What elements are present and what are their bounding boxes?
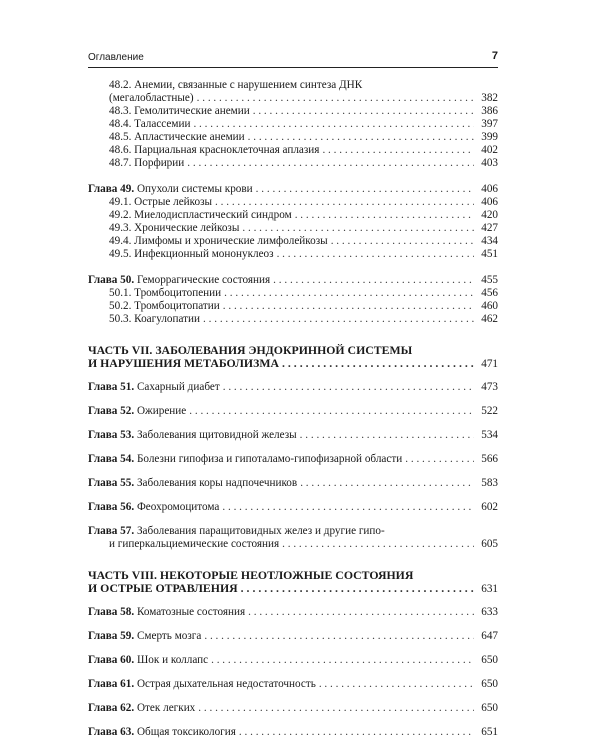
toc-subentry	[88, 92, 498, 105]
chapter-label: Глава 62.	[88, 702, 135, 714]
entry-title: (мегалобластные)	[109, 92, 194, 104]
running-header	[88, 50, 498, 68]
entry-title: Болезни гипофиза и гипоталамо-гипофизарной области	[136, 453, 403, 465]
entry-page-number: 434	[481, 235, 498, 247]
entry-page-number: 397	[481, 118, 498, 130]
toc-chapter	[88, 274, 498, 287]
dot-leader	[282, 357, 474, 370]
dot-leader	[223, 300, 474, 313]
entry-page-number: 406	[481, 196, 498, 208]
toc-subentry	[88, 131, 498, 144]
dot-leader	[211, 654, 474, 667]
entry-title: ЧАСТЬ VIII. НЕКОТОРЫЕ НЕОТЛОЖНЫЕ СОСТОЯНИЯ	[88, 568, 414, 582]
toc-entry-text	[88, 405, 186, 418]
toc-chapter	[88, 606, 498, 619]
toc-chapter	[88, 630, 498, 643]
dot-leader	[203, 313, 474, 326]
toc-entry-text	[88, 630, 201, 643]
toc-chapter-line	[88, 525, 498, 538]
toc-chapter	[88, 429, 498, 442]
toc-entry-text	[109, 105, 250, 118]
entry-title: Заболевания паращитовидных желез и другие гипо-	[136, 525, 385, 537]
running-header-title: Оглавление	[88, 52, 144, 63]
toc-subentry	[88, 118, 498, 131]
chapter-label: Глава 52.	[88, 405, 135, 417]
dot-leader	[322, 144, 474, 157]
entry-page-number: 602	[481, 501, 498, 513]
entry-title: 48.7. Порфирии	[109, 157, 185, 169]
toc-entry-text	[88, 702, 195, 715]
dot-leader	[300, 477, 474, 490]
chapter-label: Глава 55.	[88, 477, 135, 489]
entry-title: 49.4. Лимфомы и хронические лимфолейкозы	[109, 235, 328, 247]
part-heading-line	[88, 357, 498, 370]
toc-subentry	[88, 144, 498, 157]
toc-entry-text	[88, 678, 316, 691]
entry-title: 48.4. Талассемии	[109, 118, 191, 130]
dot-leader	[405, 453, 474, 466]
chapter-label: Глава 53.	[88, 429, 135, 441]
entry-page-number: 460	[481, 300, 498, 312]
toc-subentry	[88, 300, 498, 313]
entry-page-number: 650	[481, 702, 498, 714]
toc-subentry	[88, 287, 498, 300]
chapter-label: Глава 49.	[88, 183, 135, 195]
entry-page-number: 399	[481, 131, 498, 143]
entry-title: 50.3. Коагулопатии	[109, 313, 201, 325]
toc-entry-text	[109, 313, 200, 326]
dot-leader	[273, 274, 474, 287]
dot-leader	[189, 405, 474, 418]
toc-subentry	[88, 209, 498, 222]
entry-page-number: 451	[481, 248, 498, 260]
toc-chapter	[88, 405, 498, 418]
entry-title: ЧАСТЬ VII. ЗАБОЛЕВАНИЯ ЭНДОКРИННОЙ СИСТЕМЫ	[88, 343, 413, 357]
toc-entry-text	[88, 525, 385, 538]
entry-title: Отек легких	[136, 702, 196, 714]
toc-chapter	[88, 654, 498, 667]
dot-leader	[331, 235, 474, 248]
toc-chapter	[88, 702, 498, 715]
dot-leader	[193, 118, 474, 131]
entry-page-number: 633	[481, 606, 498, 618]
entry-page-number: 456	[481, 287, 498, 299]
toc-subentry	[88, 157, 498, 170]
entry-page-number: 534	[481, 429, 498, 441]
dot-leader	[223, 381, 474, 394]
dot-leader	[248, 131, 474, 144]
entry-title: 50.2. Тромбоцитопатии	[109, 300, 220, 312]
entry-title: Феохромоцитома	[136, 501, 220, 513]
chapter-label: Глава 57.	[88, 525, 135, 537]
toc-entry-text	[88, 453, 402, 466]
toc-subentry-line	[88, 79, 498, 92]
dot-leader	[187, 157, 474, 170]
entry-page-number: 455	[481, 274, 498, 286]
entry-page-number: 650	[481, 678, 498, 690]
entry-title: И НАРУШЕНИЯ МЕТАБОЛИЗМА	[88, 356, 279, 370]
toc-entry-text	[88, 274, 270, 287]
entry-title: Шок и коллапс	[136, 654, 209, 666]
toc-entry-text	[109, 235, 328, 248]
chapter-label: Глава 63.	[88, 726, 135, 738]
toc-subentry	[88, 248, 498, 261]
toc-subentry	[88, 105, 498, 118]
entry-page-number: 462	[481, 313, 498, 325]
chapter-label: Глава 56.	[88, 501, 135, 513]
entry-title: Заболевания щитовидной железы	[136, 429, 297, 441]
entry-page-number: 566	[481, 453, 498, 465]
toc-chapter	[88, 501, 498, 514]
toc-entry-text	[88, 381, 220, 394]
toc-subentry	[88, 222, 498, 235]
toc-entry-text	[109, 287, 221, 300]
entry-title: 48.2. Анемии, связанные с нарушением синтеза ДНК	[109, 79, 363, 91]
dot-leader	[242, 222, 474, 235]
toc-subentry	[88, 196, 498, 209]
entry-page-number: 522	[481, 405, 498, 417]
toc-entry-text	[109, 248, 274, 261]
dot-leader	[282, 538, 474, 551]
entry-title: и гиперкальциемические состояния	[109, 538, 280, 550]
entry-title: Заболевания коры надпочечников	[136, 477, 298, 489]
toc-entry-text	[88, 606, 245, 619]
toc-entry-text	[109, 209, 292, 222]
dot-leader	[319, 678, 474, 691]
chapter-label: Глава 61.	[88, 678, 135, 690]
toc-chapter	[88, 453, 498, 466]
toc-entry-text	[109, 196, 212, 209]
entry-page-number: 471	[481, 358, 498, 370]
entry-page-number: 473	[481, 381, 498, 393]
toc-entry-text	[109, 300, 220, 313]
toc-entry-text	[109, 538, 279, 551]
toc-entry-text	[109, 118, 190, 131]
toc-chapter	[88, 678, 498, 691]
dot-leader	[222, 501, 474, 514]
entry-title: Смерть мозга	[136, 630, 202, 642]
chapter-label: Глава 51.	[88, 381, 135, 393]
entry-page-number: 427	[481, 222, 498, 234]
chapter-label: Глава 60.	[88, 654, 135, 666]
toc-entry-text	[88, 501, 219, 514]
entry-page-number: 631	[481, 583, 498, 595]
toc-entry-text	[109, 157, 184, 170]
entry-title: Коматозные состояния	[136, 606, 246, 618]
chapter-label: Глава 54.	[88, 453, 135, 465]
entry-title: Сахарный диабет	[136, 381, 220, 393]
toc-entry-text	[109, 79, 362, 92]
entry-page-number: 583	[481, 477, 498, 489]
entry-title: Острая дыхательная недостаточность	[136, 678, 316, 690]
dot-leader	[215, 196, 474, 209]
dot-leader	[204, 630, 474, 643]
toc-entry-text	[88, 654, 208, 667]
dot-leader	[300, 429, 474, 442]
toc-subentry	[88, 235, 498, 248]
page-number: 7	[491, 50, 498, 62]
dot-leader	[241, 582, 474, 595]
entry-page-number: 382	[481, 92, 498, 104]
entry-title: 48.6. Парциальная красноклеточная аплазия	[109, 144, 320, 156]
chapter-label: Глава 58.	[88, 606, 135, 618]
entry-title: И ОСТРЫЕ ОТРАВЛЕНИЯ	[88, 581, 238, 595]
chapter-label: Глава 59.	[88, 630, 135, 642]
dot-leader	[239, 726, 474, 739]
toc-chapter	[88, 381, 498, 394]
chapter-label: Глава 50.	[88, 274, 135, 286]
dot-leader	[277, 248, 474, 261]
entry-title: 50.1. Тромбоцитопении	[109, 287, 222, 299]
dot-leader	[253, 105, 474, 118]
toc-entry-text	[109, 131, 245, 144]
entry-title: 49.1. Острые лейкозы	[109, 196, 213, 208]
entry-page-number: 605	[481, 538, 498, 550]
toc-entry-text	[88, 582, 238, 595]
toc-entry-text	[88, 183, 253, 196]
toc-chapter	[88, 183, 498, 196]
toc-subentry	[88, 313, 498, 326]
entry-title: Общая токсикология	[136, 726, 236, 738]
entry-page-number: 402	[481, 144, 498, 156]
entry-title: Геморрагические состояния	[136, 274, 271, 286]
toc-entry-text	[88, 477, 297, 490]
toc-chapter	[88, 726, 498, 739]
dot-leader	[197, 92, 474, 105]
entry-title: 48.5. Апластические анемии	[109, 131, 245, 143]
toc-entry-text	[88, 726, 236, 739]
entry-page-number: 406	[481, 183, 498, 195]
toc-entry-text	[88, 429, 297, 442]
entry-page-number: 420	[481, 209, 498, 221]
entry-page-number: 647	[481, 630, 498, 642]
entry-page-number: 650	[481, 654, 498, 666]
part-heading-line	[88, 582, 498, 595]
dot-leader	[198, 702, 474, 715]
dot-leader	[224, 287, 474, 300]
dot-leader	[248, 606, 474, 619]
entry-page-number: 651	[481, 726, 498, 738]
dot-leader	[256, 183, 474, 196]
entry-title: Опухоли системы крови	[136, 183, 253, 195]
toc-entry-text	[109, 144, 319, 157]
toc-entry-text	[109, 92, 194, 105]
toc-part-heading	[88, 569, 498, 595]
entry-title: 49.5. Инфекционный мононуклеоз	[109, 248, 274, 260]
toc-chapter	[88, 538, 498, 551]
dot-leader	[295, 209, 474, 222]
toc-entry-text	[109, 222, 239, 235]
entry-page-number: 403	[481, 157, 498, 169]
entry-title: 49.2. Миелодиспластический синдром	[109, 209, 292, 221]
entry-title: 49.3. Хронические лейкозы	[109, 222, 240, 234]
entry-title: Ожирение	[136, 405, 187, 417]
entry-page-number: 386	[481, 105, 498, 117]
toc-part-heading	[88, 344, 498, 370]
table-of-contents	[88, 79, 498, 739]
toc-entry-text	[88, 357, 279, 370]
entry-title: 48.3. Гемолитические анемии	[109, 105, 250, 117]
toc-chapter	[88, 477, 498, 490]
